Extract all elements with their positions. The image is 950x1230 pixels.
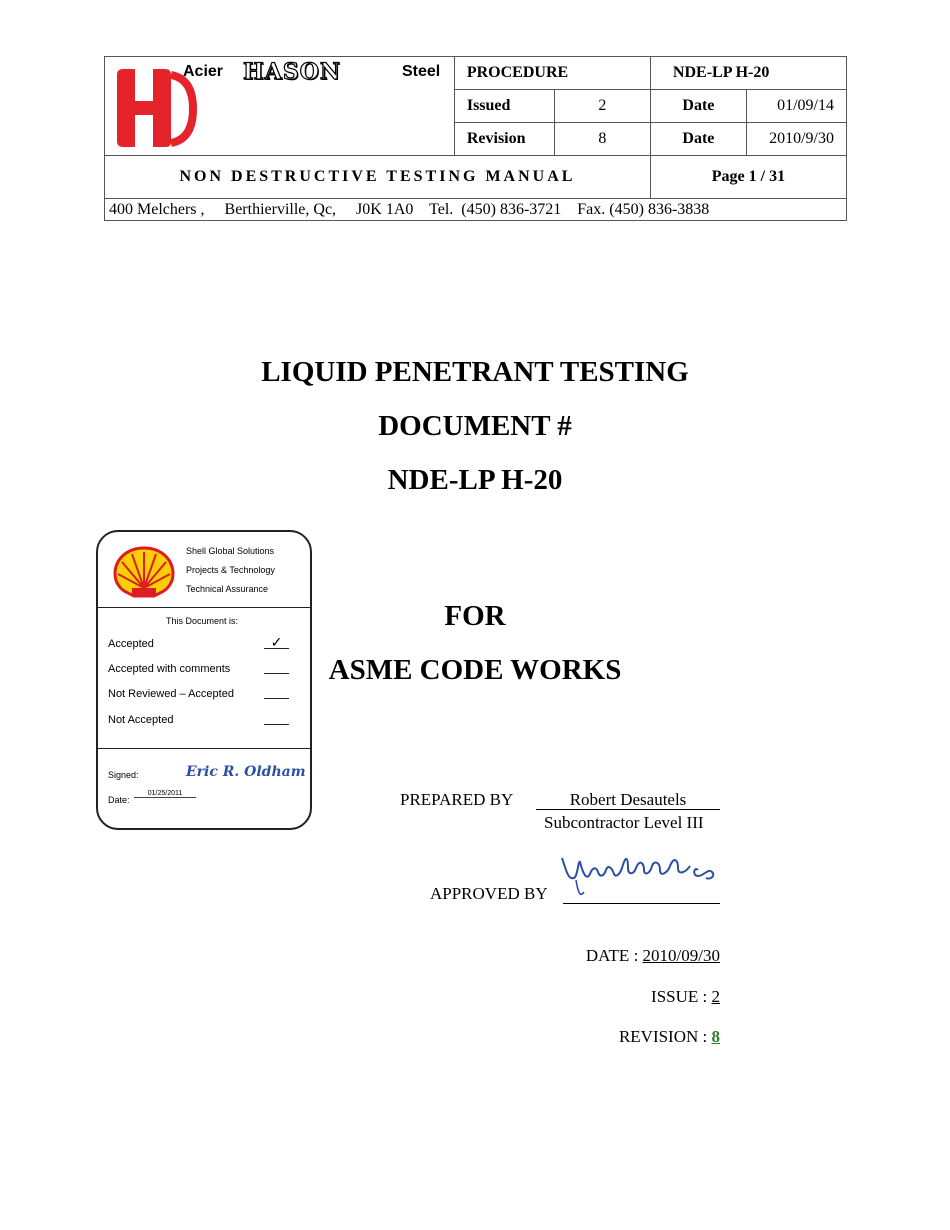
stamp-blank-2 <box>264 661 289 674</box>
scope-title: ASME CODE WORKS <box>328 654 622 686</box>
revision-value: 8 <box>554 123 650 156</box>
approved-by-signature-line <box>563 884 720 904</box>
checkmark-icon: ✓ <box>264 636 289 649</box>
company-name: HASON <box>243 59 342 85</box>
shell-logo-icon <box>112 544 176 600</box>
stamp-date-value: 01/25/2011 <box>134 790 196 798</box>
company-logo-cell <box>105 57 455 156</box>
stamp-status-section <box>98 608 310 749</box>
document-header <box>104 56 847 221</box>
footer-issue-label: ISSUE : <box>651 987 712 1006</box>
footer-date-value: 2010/09/30 <box>642 946 720 965</box>
document-number: NDE-LP H-20 <box>387 464 563 496</box>
stamp-org-2: Projects & Technology <box>186 565 275 575</box>
stamp-doc-is: This Document is: <box>166 616 239 626</box>
stamp-date-label: Date: <box>108 795 130 805</box>
footer-revision <box>619 1027 720 1047</box>
stamp-signed-label: Signed: <box>108 770 139 780</box>
approved-by-label: APPROVED BY <box>430 884 548 903</box>
date-label-1: Date <box>650 90 746 123</box>
procedure-label: PROCEDURE <box>454 57 650 90</box>
issued-value: 2 <box>554 90 650 123</box>
stamp-signer: Eric R. Oldham <box>186 764 306 780</box>
prepared-by-role: Subcontractor Level III <box>544 813 704 832</box>
stamp-org-3: Technical Assurance <box>186 584 269 594</box>
issued-label: Issued <box>454 90 554 123</box>
company-prefix: Acier <box>183 63 224 80</box>
company-suffix: Steel <box>402 63 441 80</box>
document-number-label: DOCUMENT # <box>378 410 572 442</box>
manual-title: NON DESTRUCTIVE TESTING MANUAL <box>105 156 651 199</box>
date-value-1: 01/09/14 <box>746 90 846 123</box>
footer-revision-value: 8 <box>711 1027 720 1046</box>
stamp-blank-4 <box>264 712 289 725</box>
stamp-option-not-accepted: Not Accepted <box>108 714 174 726</box>
stamp-org-section <box>98 532 310 608</box>
stamp-blank-3 <box>264 686 289 699</box>
footer-date <box>586 946 720 966</box>
footer-revision-label: REVISION : <box>618 1027 712 1046</box>
page-number: Page 1 / 31 <box>650 156 846 199</box>
footer-issue <box>651 987 720 1007</box>
document-title: LIQUID PENETRANT TESTING <box>261 356 689 388</box>
revision-label: Revision <box>454 123 554 156</box>
shell-acceptance-stamp <box>96 530 312 830</box>
stamp-org-1: Shell Global Solutions <box>186 546 275 556</box>
prepared-by-label: PREPARED BY <box>400 790 514 809</box>
stamp-option-accepted-comments: Accepted with comments <box>108 663 231 675</box>
date-label-2: Date <box>650 123 746 156</box>
company-address: 400 Melchers , Berthierville, Qc, J0K 1A0 Tel. (450) 836-3721 Fax. (450) 836-3838 <box>105 199 847 221</box>
date-value-2: 2010/9/30 <box>746 123 846 156</box>
stamp-option-accepted: Accepted <box>108 638 154 650</box>
footer-date-label: DATE : <box>585 946 643 965</box>
for-label: FOR <box>444 600 506 632</box>
procedure-code: NDE-LP H-20 <box>650 57 846 90</box>
stamp-option-not-reviewed: Not Reviewed – Accepted <box>108 688 234 700</box>
footer-issue-value: 2 <box>711 987 720 1006</box>
prepared-by-name: Robert Desautels <box>536 790 720 810</box>
